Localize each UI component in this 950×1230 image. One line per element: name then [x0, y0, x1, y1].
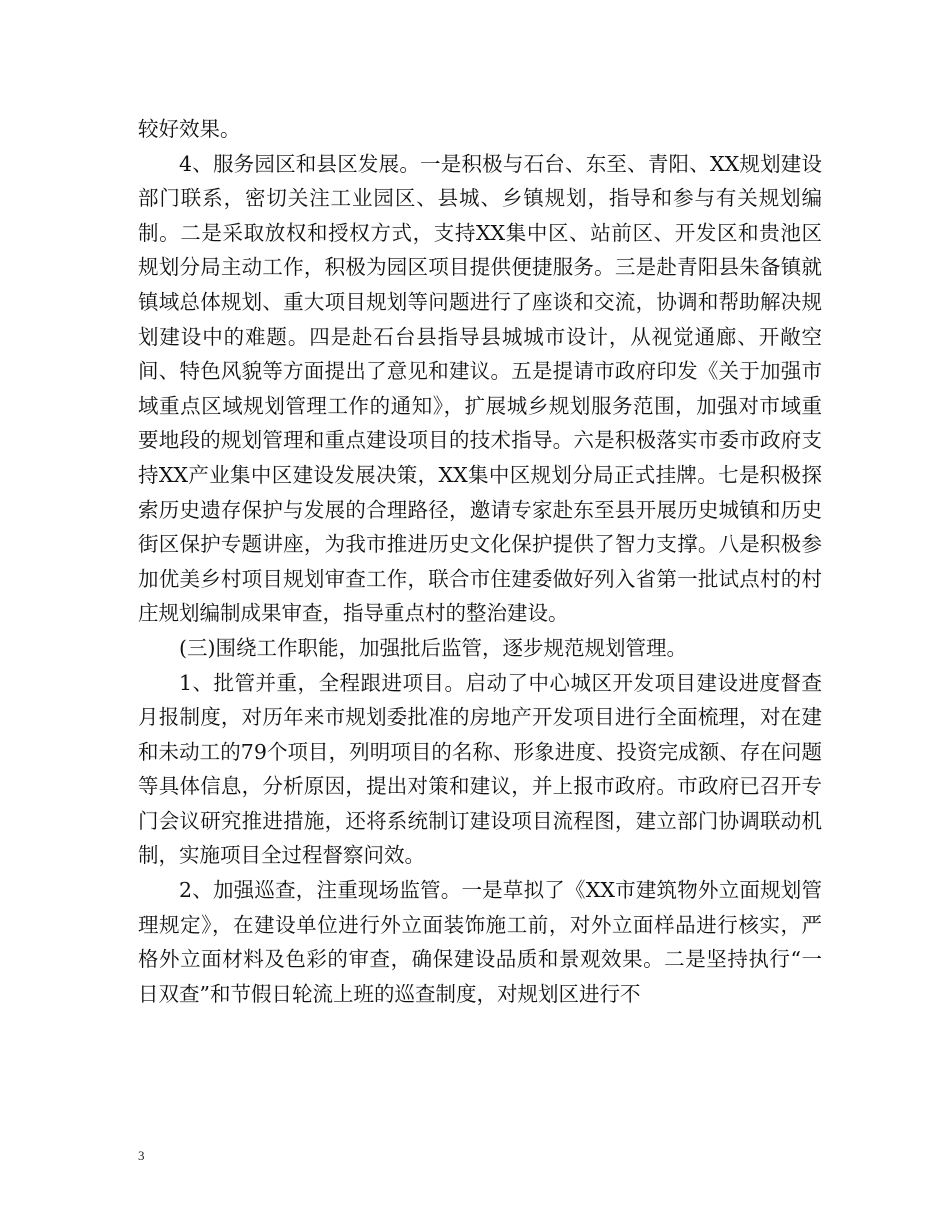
paragraph-service-parks: 4、服务园区和县区发展。一是积极与石台、东至、青阳、XX规划建设部门联系，密切关注工业园区、县城、乡镇规划，指导和参与有关规划编制。二是采取放权和授权方式，支持XX集中区、站前区、开发区和贵池区规划分局主动工作，积极为园区项目提供便捷服务。三是赴青阳县朱备镇就镇域总体规划、重大项目规划等问题进行了座谈和交流，协调和帮助解决规划建设中的难题。四是赴石台县指导县城城市设计，从视觉通廊、开敞空间、特色风貌等方面提出了意见和建议。五是提请市政府印发《关于加强市域重点区域规划管理工作的通知》，扩展城乡规划服务范围，加强对市域重要地段的规划管理和重点建设项目的技术指导。六是积极落实市委市政府支持XX产业集中区建设发展决策，XX集中区规划分局正式挂牌。七是积极探索历史遗存保护与发展的合理路径，邀请专家赴东至县开展历史城镇和历史街区保护专题讲座，为我市推进历史文化保护提供了智力支撑。八是积极参加优美乡村项目规划审查工作，联合市住建委做好列入省第一批试点村的村庄规划编制成果审查，指导重点村的整治建设。 [138, 151, 822, 626]
document-body [138, 112, 822, 1011]
paragraph-site-inspection: 2、加强巡查，注重现场监管。一是草拟了《XX市建筑物外立面规划管理规定》，在建设单位进行外立面装饰施工前，对外立面样品进行核实，严格外立面材料及色彩的审查，确保建设品质和景观效果。二是坚持执行“一日双查”和节假日轮流上班的巡查制度，对规划区进行不 [138, 878, 822, 1006]
page-number: 3 [138, 1148, 145, 1163]
paragraph-project-tracking: 1、批管并重，全程跟进项目。启动了中心城区开发项目建设进度督查月报制度，对历年来市规划委批准的房地产开发项目进行全面梳理，对在建和未动工的79个项目，列明项目的名称、形象进度、投资完成额、存在问题等具体信息，分析原因，提出对策和建议，并上报市政府。市政府已召开专门会议研究推进措施，还将系统制订建设项目流程图，建立部门协调联动机制，实施项目全过程督察问效。 [138, 670, 822, 868]
paragraph-continuation: 较好效果。 [138, 117, 241, 141]
section-heading-supervision: (三)围绕工作职能，加强批后监管，逐步规范规划管理。 [179, 635, 687, 660]
